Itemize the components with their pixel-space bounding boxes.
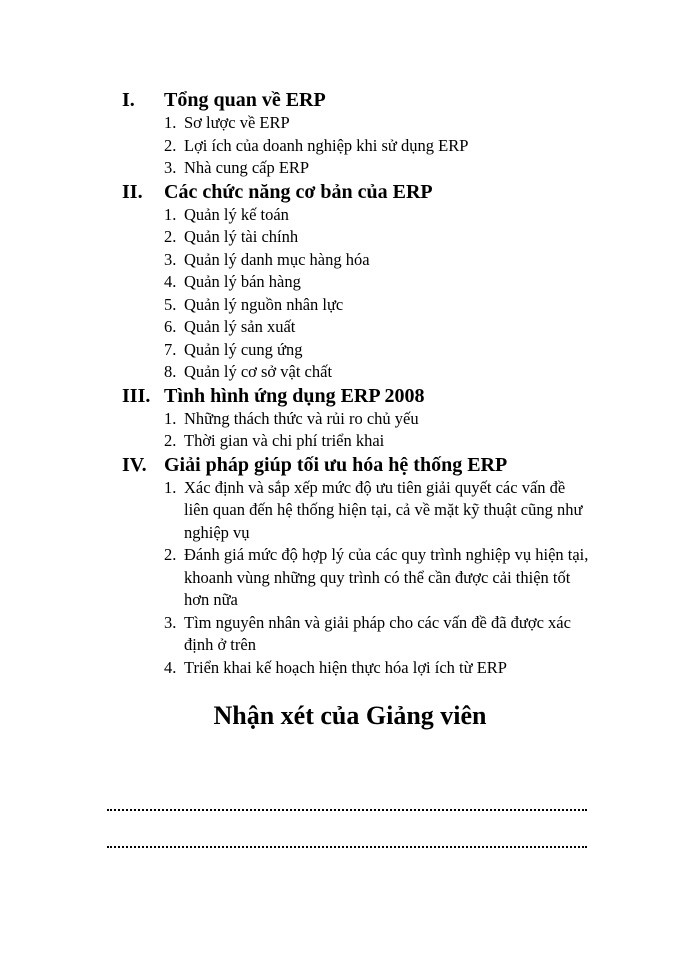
item-number: 6. xyxy=(164,317,177,336)
item-text: Quản lý cơ sở vật chất xyxy=(184,362,333,381)
list-item xyxy=(164,204,602,227)
list-item xyxy=(164,316,602,339)
list-item xyxy=(164,544,602,612)
section-title: Giải pháp giúp tối ưu hóa hệ thống ERP xyxy=(164,453,508,476)
item-number: 3. xyxy=(164,158,177,177)
item-text: Đánh giá mức độ hợp lý của các quy trình nghiệp vụ hiện tại, khoanh vùng những quy trình có thể cần được cải thiện tốt hơn nữa xyxy=(184,545,589,609)
section-items xyxy=(122,112,602,180)
dotted-line xyxy=(107,846,587,848)
list-item xyxy=(164,612,602,657)
section-items xyxy=(122,477,602,680)
section-4 xyxy=(122,453,602,680)
section-heading xyxy=(122,180,602,204)
table-of-contents xyxy=(122,88,602,679)
section-heading xyxy=(122,453,602,477)
comment-heading: Nhận xét của Giảng viên xyxy=(213,701,487,730)
item-text: Quản lý sản xuất xyxy=(184,317,296,336)
item-text: Triển khai kế hoạch hiện thực hóa lợi ích từ ERP xyxy=(184,657,507,677)
item-number: 7. xyxy=(164,339,177,359)
item-text: Những thách thức và rủi ro chủ yếu xyxy=(184,408,419,428)
item-number: 5. xyxy=(164,294,177,314)
section-1 xyxy=(122,88,602,180)
section-number: IV. xyxy=(122,453,147,476)
list-item xyxy=(164,657,602,680)
section-2 xyxy=(122,180,602,384)
item-number: 1. xyxy=(164,408,177,428)
item-number: 4. xyxy=(164,657,177,677)
item-number: 8. xyxy=(164,362,177,381)
section-number: III. xyxy=(122,384,151,407)
item-number: 2. xyxy=(164,545,177,564)
item-text: Thời gian và chi phí triển khai xyxy=(184,431,385,450)
list-item xyxy=(164,249,602,272)
item-text: Quản lý nguồn nhân lực xyxy=(184,294,344,314)
item-number: 1. xyxy=(164,477,177,497)
list-item xyxy=(164,361,602,384)
item-number: 2. xyxy=(164,227,177,246)
section-heading xyxy=(122,88,602,112)
section-number: II. xyxy=(122,180,143,203)
item-text: Nhà cung cấp ERP xyxy=(184,158,310,177)
list-item xyxy=(164,430,602,453)
item-number: 4. xyxy=(164,272,177,291)
item-text: Quản lý cung ứng xyxy=(184,339,303,359)
item-text: Quản lý tài chính xyxy=(184,227,299,246)
list-item xyxy=(164,226,602,249)
section-items xyxy=(122,408,602,453)
list-item xyxy=(164,408,602,431)
item-number: 2. xyxy=(164,135,177,155)
item-number: 2. xyxy=(164,431,177,450)
item-text: Lợi ích của doanh nghiệp khi sử dụng ERP xyxy=(184,135,469,155)
list-item xyxy=(164,135,602,158)
item-text: Tìm nguyên nhân và giải pháp cho các vấn đề đã được xác định ở trên xyxy=(184,612,571,654)
item-text: Quản lý kế toán xyxy=(184,204,289,224)
section-3 xyxy=(122,384,602,453)
item-number: 1. xyxy=(164,113,177,132)
section-title: Tổng quan về ERP xyxy=(164,89,326,111)
section-number: I. xyxy=(122,89,135,111)
item-number: 1. xyxy=(164,204,177,224)
item-text: Sơ lược về ERP xyxy=(184,113,290,132)
section-title: Tình hình ứng dụng ERP 2008 xyxy=(164,384,425,407)
item-text: Xác định và sắp xếp mức độ ưu tiên giải quyết các vấn đề liên quan đến hệ thống hiện tại, cả về mặt kỹ thuật cũng như nghiệp vụ xyxy=(184,477,583,542)
list-item xyxy=(164,294,602,317)
list-item xyxy=(164,112,602,135)
list-item xyxy=(164,157,602,180)
section-heading xyxy=(122,384,602,408)
list-item xyxy=(164,271,602,294)
item-number: 3. xyxy=(164,249,177,269)
list-item xyxy=(164,339,602,362)
item-text: Quản lý bán hàng xyxy=(184,272,301,291)
section-title: Các chức năng cơ bản của ERP xyxy=(164,180,433,203)
list-item xyxy=(164,477,602,545)
item-number: 3. xyxy=(164,612,177,632)
item-text: Quản lý danh mục hàng hóa xyxy=(184,249,370,269)
section-items xyxy=(122,204,602,384)
dotted-line xyxy=(107,809,587,811)
